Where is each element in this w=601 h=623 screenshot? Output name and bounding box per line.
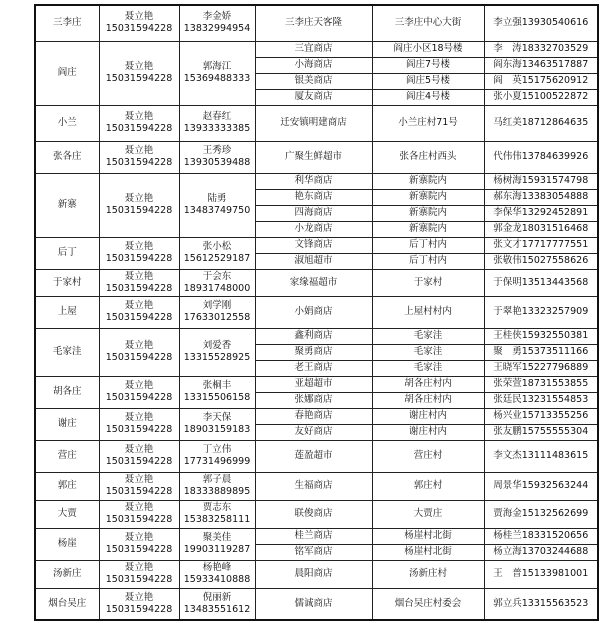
manager-phone: 15031594228: [105, 282, 173, 294]
shop-address: 新寨院内: [372, 189, 484, 205]
contact-name: 刘爱香: [202, 340, 232, 351]
manager-name: 聂立艳: [124, 111, 154, 122]
shop-name: 春艳商店: [255, 408, 372, 424]
contact-phone: 13930539488: [183, 157, 251, 168]
table-row: [35, 376, 598, 392]
shop-owner-contact: 周景华15932563244: [484, 472, 598, 500]
shop-name: 厦友商店: [255, 89, 372, 105]
manager-cell: [99, 5, 179, 41]
shop-name: 鑫利商店: [255, 328, 372, 344]
table-row: [35, 560, 598, 588]
shop-name: 银美商店: [255, 73, 372, 89]
contact-name: 张桐丰: [202, 380, 232, 391]
manager-name: 聂立艳: [124, 532, 154, 543]
shop-name: 桂兰商店: [255, 528, 372, 544]
shop-address: 张各庄村西头: [372, 141, 484, 173]
shop-address: 后丁村内: [372, 237, 484, 253]
manager-name: 聂立艳: [124, 562, 154, 573]
contact-phone: 13933333385: [183, 123, 251, 134]
shop-name: 晨阳商店: [255, 560, 372, 588]
contact-phone: 17633012558: [183, 312, 251, 323]
manager-cell: [99, 440, 179, 472]
manager-name: 聂立艳: [124, 380, 154, 391]
village-name: 三李庄: [35, 5, 99, 41]
roster-table: [34, 4, 599, 621]
contact-name: 贾志东: [202, 502, 232, 513]
shop-owner-contact: 王桂侠15932550381: [484, 328, 598, 344]
manager-phone: 15031594228: [105, 574, 173, 585]
shop-owner-contact: 杨兴业15713355256: [484, 408, 598, 424]
manager-phone: 15031594228: [105, 424, 173, 435]
shop-owner-contact: 李 涛18332703529: [484, 41, 598, 57]
shop-name: 利华商店: [255, 173, 372, 189]
shop-owner-contact: 张敬伟15027558626: [484, 253, 598, 269]
village-name: 阎庄: [35, 41, 99, 105]
manager-phone: 15031594228: [105, 23, 173, 35]
manager-cell: [99, 528, 179, 560]
shop-address: 阎庄小区18号楼: [372, 41, 484, 57]
manager-cell: [99, 408, 179, 440]
contact-cell: [179, 472, 255, 500]
village-name: 于家村: [35, 269, 99, 296]
contact-phone: 18931748000: [183, 282, 251, 294]
shop-owner-contact: 代伟伟13784639926: [484, 141, 598, 173]
contact-name: 于会东: [202, 270, 232, 282]
manager-cell: [99, 141, 179, 173]
village-name: 张各庄: [35, 141, 99, 173]
table-row: [35, 269, 598, 296]
village-name: 胡各庄: [35, 376, 99, 408]
contact-cell: [179, 173, 255, 237]
manager-cell: [99, 105, 179, 141]
shop-name: 儒诚商店: [255, 588, 372, 620]
shop-address: 大贾庄: [372, 500, 484, 528]
shop-address: 毛家洼: [372, 328, 484, 344]
manager-cell: [99, 237, 179, 269]
manager-name: 聂立艳: [124, 340, 154, 351]
shop-address: 于家村: [372, 269, 484, 296]
village-name: 小兰: [35, 105, 99, 141]
shop-owner-contact: 李保华13292452891: [484, 205, 598, 221]
shop-owner-contact: 张文才17717777551: [484, 237, 598, 253]
manager-phone: 15031594228: [105, 544, 173, 555]
manager-name: 聂立艳: [124, 444, 154, 455]
contact-name: 倪丽新: [202, 591, 232, 603]
manager-name: 聂立艳: [124, 193, 154, 204]
contact-phone: 18903159183: [183, 424, 251, 435]
contact-name: 刘学刚: [202, 300, 232, 311]
table-row: [35, 588, 598, 620]
manager-phone: 15031594228: [105, 352, 173, 363]
shop-name: 三李庄天客隆: [255, 5, 372, 41]
contact-cell: [179, 440, 255, 472]
manager-phone: 15031594228: [105, 312, 173, 323]
contact-cell: [179, 376, 255, 408]
shop-name: 三宜商店: [255, 41, 372, 57]
shop-address: 谢庄村内: [372, 408, 484, 424]
manager-phone: 15031594228: [105, 486, 173, 497]
contact-name: 郭子晨: [202, 474, 232, 485]
contact-name: 聚美佳: [202, 532, 232, 543]
shop-name: 四海商店: [255, 205, 372, 221]
contact-phone: 13315506158: [183, 392, 251, 403]
contact-cell: [179, 528, 255, 560]
shop-name: 联俊商店: [255, 500, 372, 528]
shop-owner-contact: 阎 英15175620912: [484, 73, 598, 89]
manager-name: 聂立艳: [124, 502, 154, 513]
contact-phone: 13483551612: [183, 603, 251, 615]
shop-address: 后丁村内: [372, 253, 484, 269]
contact-phone: 15612529187: [183, 253, 251, 264]
village-name: 杨崖: [35, 528, 99, 560]
shop-owner-contact: 张小夏15100522872: [484, 89, 598, 105]
shop-address: 阎庄5号楼: [372, 73, 484, 89]
manager-cell: [99, 500, 179, 528]
shop-owner-contact: 杨树海15931574798: [484, 173, 598, 189]
shop-owner-contact: 聚 勇15373511166: [484, 344, 598, 360]
village-name: 上屋: [35, 296, 99, 328]
manager-name: 聂立艳: [124, 270, 154, 282]
contact-phone: 15383258111: [183, 514, 251, 525]
contact-cell: [179, 588, 255, 620]
contact-cell: [179, 237, 255, 269]
shop-name: 广聚生鲜超市: [255, 141, 372, 173]
manager-name: 聂立艳: [124, 145, 154, 156]
shop-address: 小兰庄村71号: [372, 105, 484, 141]
shop-owner-contact: 郭立兵13315563523: [484, 588, 598, 620]
table-row: [35, 41, 598, 57]
manager-cell: [99, 588, 179, 620]
contact-phone: 15369488333: [183, 73, 251, 84]
shop-address: 三李庄中心大街: [372, 5, 484, 41]
shop-owner-contact: 杨桂兰18331520656: [484, 528, 598, 544]
shop-address: 新寨院内: [372, 205, 484, 221]
manager-name: 聂立艳: [124, 474, 154, 485]
manager-name: 聂立艳: [124, 61, 154, 72]
manager-phone: 15031594228: [105, 205, 173, 216]
shop-name: 艳东商店: [255, 189, 372, 205]
shop-name: 聚勇商店: [255, 344, 372, 360]
contact-phone: 17731496999: [183, 456, 251, 467]
shop-name: 亚超超市: [255, 376, 372, 392]
contact-phone: 13832994954: [183, 23, 251, 35]
contact-name: 赵春红: [202, 111, 232, 122]
shop-address: 上屋村村内: [372, 296, 484, 328]
contact-cell: [179, 105, 255, 141]
manager-name: 聂立艳: [124, 300, 154, 311]
shop-name: 小龙商店: [255, 221, 372, 237]
shop-name: 友好商店: [255, 424, 372, 440]
manager-phone: 15031594228: [105, 392, 173, 403]
shop-owner-contact: 张廷民13231554853: [484, 392, 598, 408]
shop-address: 新寨院内: [372, 221, 484, 237]
village-shop-roster: [34, 4, 597, 621]
contact-cell: [179, 41, 255, 105]
shop-address: 谢庄村内: [372, 424, 484, 440]
manager-name: 聂立艳: [124, 241, 154, 252]
shop-address: 胡各庄村内: [372, 376, 484, 392]
table-row: [35, 408, 598, 424]
shop-name: 张娜商店: [255, 392, 372, 408]
manager-cell: [99, 376, 179, 408]
shop-owner-contact: 李立强13930540616: [484, 5, 598, 41]
shop-owner-contact: 李文杰13111483615: [484, 440, 598, 472]
contact-cell: [179, 5, 255, 41]
shop-name: 莲盈超市: [255, 440, 372, 472]
contact-name: 王秀珍: [202, 145, 232, 156]
village-name: 汤新庄: [35, 560, 99, 588]
shop-owner-contact: 杨立海13703244688: [484, 544, 598, 560]
table-row: [35, 141, 598, 173]
shop-name: 迁安镇明建商店: [255, 105, 372, 141]
shop-owner-contact: 阎东海13463517887: [484, 57, 598, 73]
shop-name: 家缘福超市: [255, 269, 372, 296]
shop-owner-contact: 于保明13513443568: [484, 269, 598, 296]
manager-cell: [99, 560, 179, 588]
manager-name: 聂立艳: [124, 412, 154, 423]
shop-name: 淑旭超市: [255, 253, 372, 269]
contact-name: 李金娇: [202, 11, 232, 23]
contact-name: 张小松: [202, 241, 232, 252]
shop-name: 小娟商店: [255, 296, 372, 328]
shop-owner-contact: 张友鹏15755555304: [484, 424, 598, 440]
table-row: [35, 328, 598, 344]
manager-phone: 15031594228: [105, 603, 173, 615]
shop-address: 杨崖村北街: [372, 544, 484, 560]
table-row: [35, 173, 598, 189]
shop-owner-contact: 马红美18712864635: [484, 105, 598, 141]
contact-phone: 15933410888: [183, 574, 251, 585]
shop-address: 毛家洼: [372, 344, 484, 360]
shop-address: 胡各庄村内: [372, 392, 484, 408]
manager-cell: [99, 296, 179, 328]
village-name: 烟台吴庄: [35, 588, 99, 620]
manager-phone: 15031594228: [105, 73, 173, 84]
contact-name: 丁立伟: [202, 444, 232, 455]
manager-phone: 15031594228: [105, 456, 173, 467]
table-row: [35, 296, 598, 328]
village-name: 毛家洼: [35, 328, 99, 376]
shop-address: 新寨院内: [372, 173, 484, 189]
table-row: [35, 237, 598, 253]
village-name: 谢庄: [35, 408, 99, 440]
contact-name: 杨艳峰: [202, 562, 232, 573]
contact-cell: [179, 296, 255, 328]
contact-name: 李天保: [202, 412, 232, 423]
manager-phone: 15031594228: [105, 253, 173, 264]
shop-address: 汤新庄村: [372, 560, 484, 588]
manager-cell: [99, 173, 179, 237]
contact-phone: 13315528925: [183, 352, 251, 363]
shop-address: 烟台吴庄村委会: [372, 588, 484, 620]
shop-owner-contact: 贾海金15132562699: [484, 500, 598, 528]
table-row: [35, 5, 598, 41]
shop-address: 杨崖村北街: [372, 528, 484, 544]
village-name: 营庄: [35, 440, 99, 472]
shop-address: 郭庄村: [372, 472, 484, 500]
table-row: [35, 528, 598, 544]
manager-phone: 15031594228: [105, 157, 173, 168]
shop-owner-contact: 王晓军15227796889: [484, 360, 598, 376]
shop-owner-contact: 王 普15133981001: [484, 560, 598, 588]
contact-cell: [179, 328, 255, 376]
manager-cell: [99, 472, 179, 500]
shop-name: 小海商店: [255, 57, 372, 73]
shop-name: 老王商店: [255, 360, 372, 376]
manager-cell: [99, 328, 179, 376]
contact-phone: 18333889895: [183, 486, 251, 497]
shop-address: 阎庄4号楼: [372, 89, 484, 105]
village-name: 大贾: [35, 500, 99, 528]
contact-phone: 19903119287: [183, 544, 251, 555]
shop-address: 毛家洼: [372, 360, 484, 376]
manager-name: 聂立艳: [124, 591, 154, 603]
shop-name: 文锋商店: [255, 237, 372, 253]
manager-cell: [99, 41, 179, 105]
village-name: 新寨: [35, 173, 99, 237]
village-name: 后丁: [35, 237, 99, 269]
contact-cell: [179, 500, 255, 528]
shop-name: 生福商店: [255, 472, 372, 500]
table-row: [35, 500, 598, 528]
roster-body: [35, 5, 598, 620]
shop-name: 铭军商店: [255, 544, 372, 560]
shop-owner-contact: 张荣萱18731553855: [484, 376, 598, 392]
table-row: [35, 472, 598, 500]
contact-cell: [179, 408, 255, 440]
village-name: 郭庄: [35, 472, 99, 500]
shop-address: 营庄村: [372, 440, 484, 472]
contact-name: 陆勇: [207, 193, 227, 204]
shop-owner-contact: 郝东海13383054888: [484, 189, 598, 205]
shop-owner-contact: 于翠艳13323257909: [484, 296, 598, 328]
contact-cell: [179, 560, 255, 588]
contact-name: 郭海江: [202, 61, 232, 72]
manager-name: 聂立艳: [124, 11, 154, 23]
contact-phone: 13483749750: [183, 205, 251, 216]
table-row: [35, 105, 598, 141]
manager-cell: [99, 269, 179, 296]
shop-address: 阎庄7号楼: [372, 57, 484, 73]
contact-cell: [179, 141, 255, 173]
shop-owner-contact: 郭金龙18031516468: [484, 221, 598, 237]
manager-phone: 15031594228: [105, 123, 173, 134]
contact-cell: [179, 269, 255, 296]
table-row: [35, 440, 598, 472]
manager-phone: 15031594228: [105, 514, 173, 525]
